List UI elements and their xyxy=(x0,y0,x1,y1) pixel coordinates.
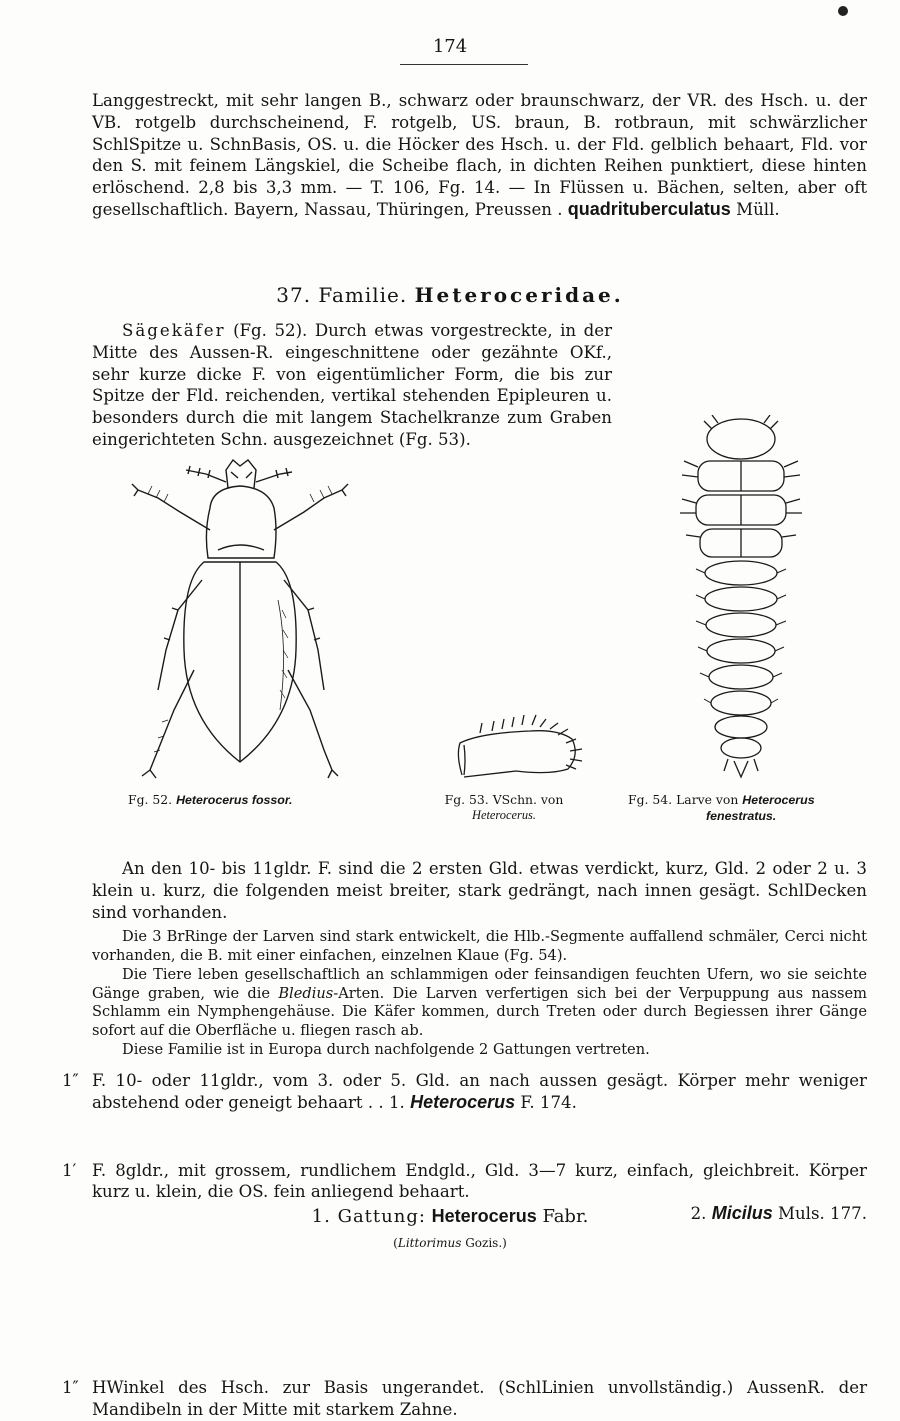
species-name: quadrituberculatus xyxy=(567,198,731,219)
key-result-number-1b: 2. xyxy=(690,1204,707,1224)
distribution-paragraph: Diese Familie ist in Europa durch nachfolgende 2 Gattungen vertreten. xyxy=(122,1041,650,1058)
key-result-number-1a: 1. xyxy=(388,1092,405,1112)
key-text-1a: F. 10- oder 11gldr., vom 3. oder 5. Gld. an nach aussen gesägt. Körper mehr weniger abstehend oder geneigt behaart . . xyxy=(92,1071,867,1112)
genus-label: 1. Gattung: xyxy=(311,1206,426,1227)
figure-54-genus: Heterocerus xyxy=(742,793,815,807)
header-rule xyxy=(400,64,528,65)
species-description xyxy=(92,90,867,221)
key-genus-micilus: Micilus xyxy=(711,1203,773,1224)
genus-heading xyxy=(0,1206,900,1227)
genus-synonym: (Littorimus Gozis.) xyxy=(393,1236,507,1250)
habitat-genus-bledius: Bledius xyxy=(278,984,334,1002)
ink-spot xyxy=(838,6,848,16)
habitat-text-a: Die Tiere leben gesellschaftlich an schlammigen oder feinsandigen feuchten Ufern, wo sie seichte Gänge graben, wie die xyxy=(92,966,867,1002)
figure-53-text: VSchn. von xyxy=(492,792,564,807)
genus-author: Fabr. xyxy=(542,1206,589,1227)
larvae-paragraph: Die 3 BrRinge der Larven sind stark entwickelt, die Hlb.-Segmente auffallend schmäler, Cerci nicht vorhanden, die B. mit einer einfachen, einzelnen Klaue (Fg. 54). xyxy=(92,928,867,964)
family-common-name: Sägekäfer xyxy=(122,321,226,340)
habitat-paragraph xyxy=(92,966,867,1040)
species-author: Müll. xyxy=(736,199,780,219)
genus-synonym-author: Gozis. xyxy=(465,1236,503,1250)
genus-key-mark-1: 1″ xyxy=(62,1377,79,1397)
figure-54-species: fenestratus. xyxy=(706,809,777,823)
figure-52-caption xyxy=(128,792,292,808)
key-text-1b: F. 8gldr., mit grossem, rundlichem Endgld., Gld. 3—7 kurz, einfach, gleichbreit. Körper kurz u. klein, die OS. fein anliegend behaart. xyxy=(92,1160,867,1202)
figure-53-number: Fg. 53. xyxy=(444,792,489,807)
key-ref-1b: Muls. 177. xyxy=(778,1204,867,1224)
figure-53-genus: Heterocerus. xyxy=(472,808,536,822)
figure-52-number: Fg. 52. xyxy=(128,792,173,807)
figure-54-text: Larve von xyxy=(676,792,739,807)
figure-52-beetle-illustration xyxy=(128,450,354,782)
figure-52-species: Heterocerus fossor. xyxy=(176,793,293,807)
key-mark-1b: 1′ xyxy=(62,1160,77,1180)
page-number: 174 xyxy=(432,36,468,57)
key-mark-1a: 1″ xyxy=(62,1071,79,1090)
family-intro-text: (Fg. 52). Durch etwas vorgestreckte, in der Mitte des Aussen-R. eingeschnittene oder gezähnte OKf., sehr kurze dicke F. von eigentümlicher Form, die bis zur Spitze der Fld. reichenden, vertikal stehenden Epipleuren u. besonders durch die mit langem Stachelkranze zum Graben eingerichteten Schn. ausgezeichnet (Fg. 53). xyxy=(92,321,612,449)
key-couplet-1a xyxy=(62,1070,867,1114)
species-description-text: Langgestreckt, mit sehr langen B., schwarz oder braunschwarz, der VR. des Hsch. u. der VB. rotgelb durchscheinend, F. rotgelb, US. braun, B. rotbraun, mit schwärzlicher SchlSpitze u. SchnBasis, OS. u. die Höcker des Hsch. u. der Fld. gelblich behaart, Fld. vor den S. mit feinem Längskiel, die Scheibe flach, in dichten Reihen punktiert, diese hinten erlöschend. 2,8 bis 3,3 mm. — T. 106, Fg. 14. — In Flüssen u. Bächen, selten, aber oft gesellschaftlich. Bayern, Nassau, Thüringen, Preussen . xyxy=(92,91,867,219)
family-heading xyxy=(0,283,900,307)
family-characters-paragraph: An den 10- bis 11gldr. F. sind die 2 ersten Gld. etwas verdickt, kurz, Gld. 2 oder 2 u. 3 klein u. kurz, die folgenden meist breiter, stark gedrängt, nach innen gesägt. SchlDecken sind vorhanden. xyxy=(92,859,867,922)
key-genus-heterocerus: Heterocerus xyxy=(410,1091,516,1112)
figure-54-caption xyxy=(628,792,868,824)
genus-name: Heterocerus xyxy=(431,1206,537,1226)
habitat-text-b: -Arten. Die Larven verfertigen sich bei der Verpuppung aus nassem Schlamm ein Nymphengehäuse. Die Käfer kommen, durch Treten oder durch Begiessen ihrer Gänge sofort auf die Oberfläche u. fliegen rasch ab. xyxy=(92,984,867,1039)
genus-key-text-1: HWinkel des Hsch. zur Basis ungerandet. (SchlLinien unvollständig.) AussenR. der Mandibeln in der Mitte mit starkem Zahne. xyxy=(92,1377,867,1419)
family-name: Heteroceridae. xyxy=(414,283,624,307)
key-ref-1a: F. 174. xyxy=(520,1092,577,1112)
figure-53-caption xyxy=(424,792,584,823)
figure-54-number: Fg. 54. xyxy=(628,792,673,807)
figure-53-tibia-illustration xyxy=(440,705,590,790)
family-number: 37. Familie. xyxy=(276,283,408,307)
figure-54-larva-illustration xyxy=(668,415,814,783)
family-intro xyxy=(92,320,612,451)
genus-key-couplet-1 xyxy=(62,1377,867,1421)
genus-synonym-name: Littorimus xyxy=(397,1236,462,1250)
